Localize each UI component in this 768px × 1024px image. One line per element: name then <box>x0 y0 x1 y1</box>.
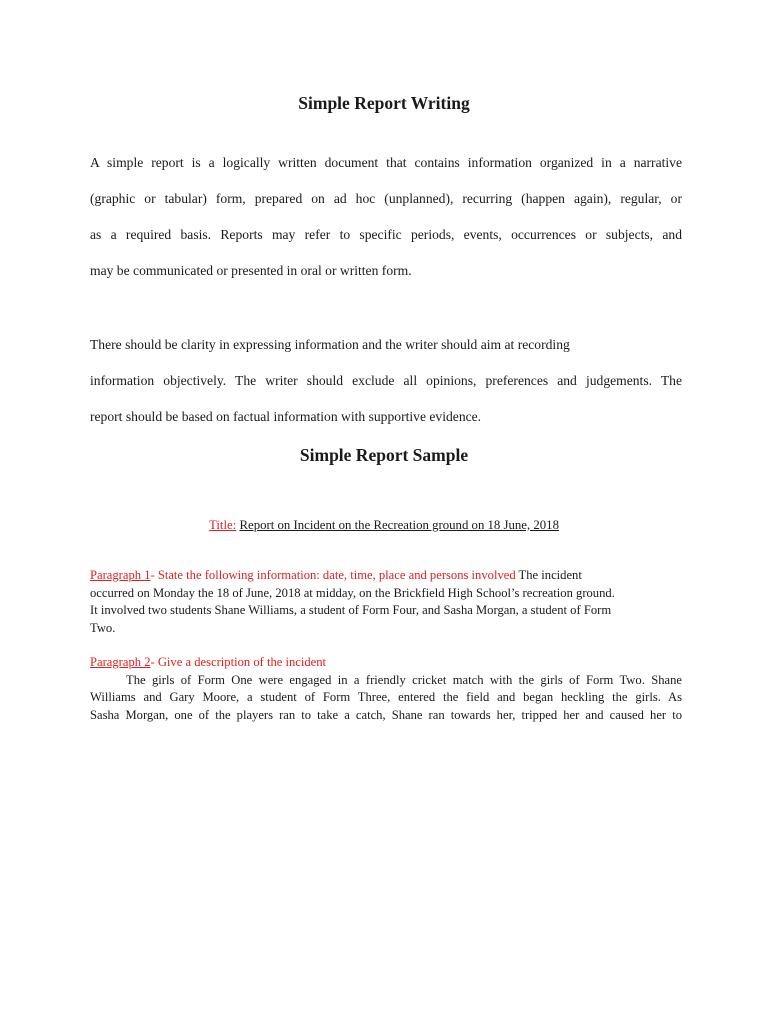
paragraph-2-instruction: - Give a description of the incident <box>150 655 327 669</box>
page-title: Simple Report Writing <box>298 93 470 113</box>
paragraph-2 <box>90 654 682 724</box>
paragraph-1-line: It involved two students Shane Williams, a student of Form Four, and Sasha Morgan, a student of Form <box>90 603 612 618</box>
report-title: Report on Incident on the Recreation ground on 18 June, 2018 <box>239 518 559 532</box>
section-heading: Simple Report Sample <box>299 445 469 465</box>
clarity-line: information objectively. The writer should exclude all opinions, preferences and judgements. The <box>90 373 682 388</box>
paragraph-1-text: The incident <box>515 568 582 582</box>
clarity-line: report should be based on factual information with supportive evidence. <box>90 409 482 424</box>
clarity-line: There should be clarity in expressing information and the writer should aim at recording <box>90 337 570 352</box>
paragraph-2-first-line <box>90 654 682 672</box>
paragraph-2-label: Paragraph 2 <box>90 655 151 669</box>
paragraph-1-instruction: - State the following information: date, time, place and persons involved <box>150 568 516 582</box>
paragraph-1-line: Two. <box>90 620 116 635</box>
paragraph-1 <box>90 567 682 637</box>
paragraph-2-line: Williams and Gary Moore, a student of Form Three, entered the field and began heckling the girls. As <box>90 690 682 705</box>
report-title-line <box>0 518 768 533</box>
paragraph-1-label: Paragraph 1 <box>90 568 151 582</box>
intro-line: may be communicated or presented in oral or written form. <box>90 263 412 278</box>
intro-paragraph <box>90 145 682 289</box>
intro-line: A simple report is a logically written document that contains information organized in a narrative <box>90 155 682 170</box>
paragraph-1-first-line <box>90 567 682 585</box>
intro-line: as a required basis. Reports may refer to specific periods, events, occurrences or subjects, and <box>90 227 682 242</box>
intro-line: (graphic or tabular) form, prepared on ad hoc (unplanned), recurring (happen again), regular, or <box>90 191 682 206</box>
paragraph-2-line: The girls of Form One were engaged in a friendly cricket match with the girls of Form Two. Shane <box>126 672 682 687</box>
paragraph-1-line: occurred on Monday the 18 of June, 2018 at midday, on the Brickfield High School’s recreation ground. <box>90 585 615 600</box>
paragraph-2-line: Sasha Morgan, one of the players ran to take a catch, Shane ran towards her, tripped her and caused her to <box>90 707 682 722</box>
title-label: Title: <box>209 518 237 532</box>
clarity-paragraph <box>90 327 682 435</box>
